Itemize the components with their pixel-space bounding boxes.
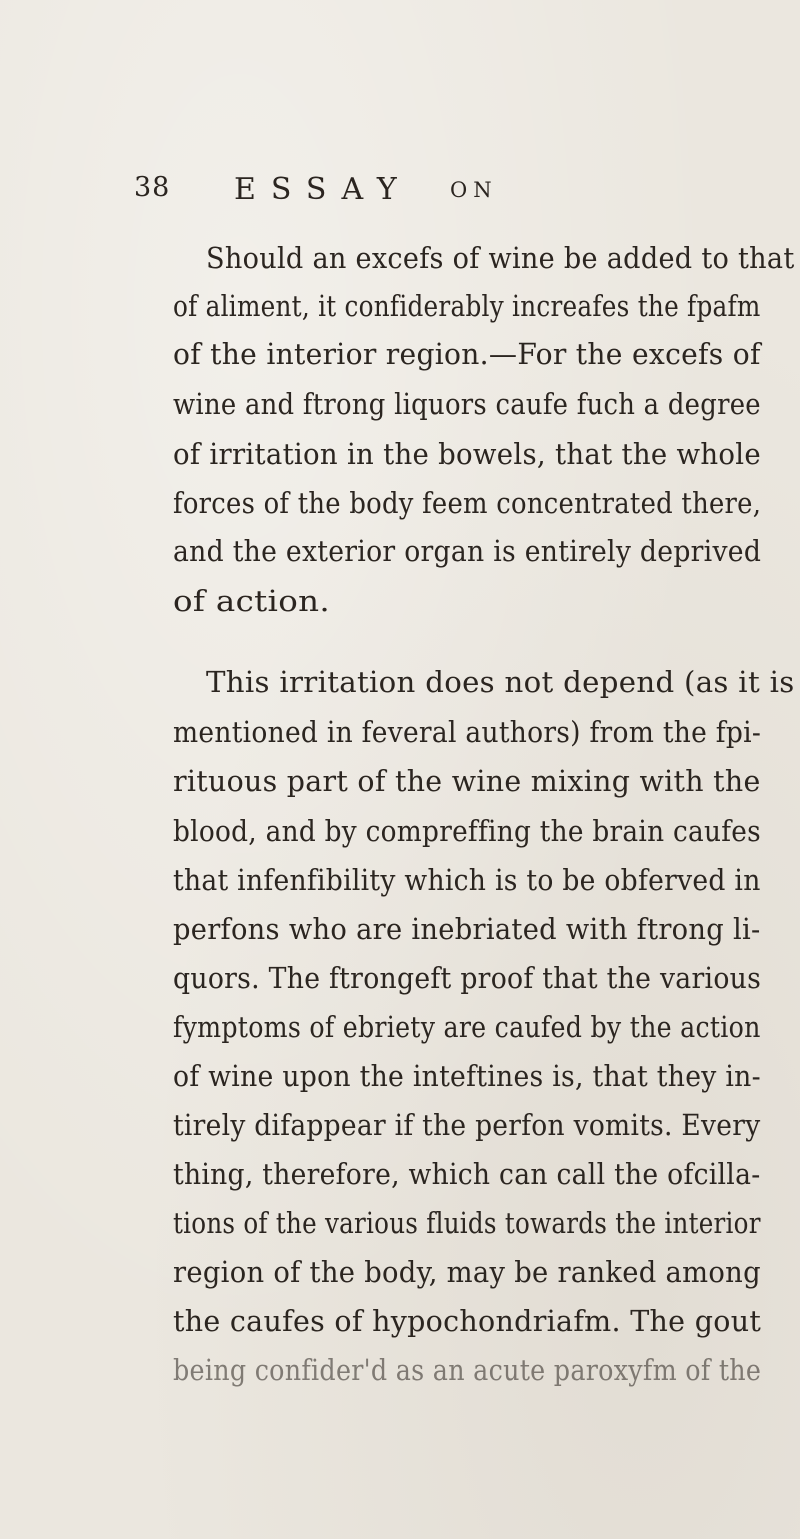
running-head-subtitle: ON	[450, 178, 498, 202]
text-line: tions of the various fluids towards the interior	[173, 1206, 761, 1240]
text-line: rituous part of the wine mixing with the	[173, 764, 761, 798]
text-line: that infenfibility which is to be obferved in	[173, 863, 761, 897]
text-line: and the exterior organ is entirely deprived	[173, 534, 762, 568]
text-line: of irritation in the bowels, that the whole	[173, 437, 761, 471]
text-line: of wine upon the inteftines is, that they in-	[173, 1059, 761, 1093]
text-line: the caufes of hypochondriafm. The gout	[173, 1304, 762, 1338]
running-head	[0, 172, 800, 212]
text-line: of the interior region.—For the excefs of	[173, 337, 761, 371]
text-line: being confider'd as an acute paroxyfm of the	[173, 1353, 762, 1387]
text-line: forces of the body feem concentrated there,	[173, 486, 762, 520]
page-number: 38	[134, 172, 171, 203]
text-line: region of the body, may be ranked among	[173, 1255, 761, 1289]
text-line: mentioned in feveral authors) from the fpi-	[173, 715, 762, 749]
text-line: wine and ftrong liquors caufe fuch a degree	[173, 387, 761, 421]
text-line: This irritation does not depend (as it is	[206, 665, 795, 699]
text-line: Should an excefs of wine be added to that	[206, 241, 795, 275]
text-line: blood, and by compreffing the brain caufes	[173, 814, 761, 848]
text-line: perfons who are inebriated with ftrong li-	[173, 912, 761, 946]
running-head-title: ESSAY	[234, 172, 412, 207]
text-line: tirely difappear if the perfon vomits. Every	[173, 1108, 761, 1142]
text-line: of action.	[173, 584, 331, 618]
text-line: fymptoms of ebriety are caufed by the action	[173, 1010, 761, 1044]
text-line: of aliment, it confiderably increafes the fpafm	[173, 289, 761, 323]
text-line: quors. The ftrongeft proof that the various	[173, 961, 762, 995]
text-line: thing, therefore, which can call the ofcilla-	[173, 1157, 761, 1191]
